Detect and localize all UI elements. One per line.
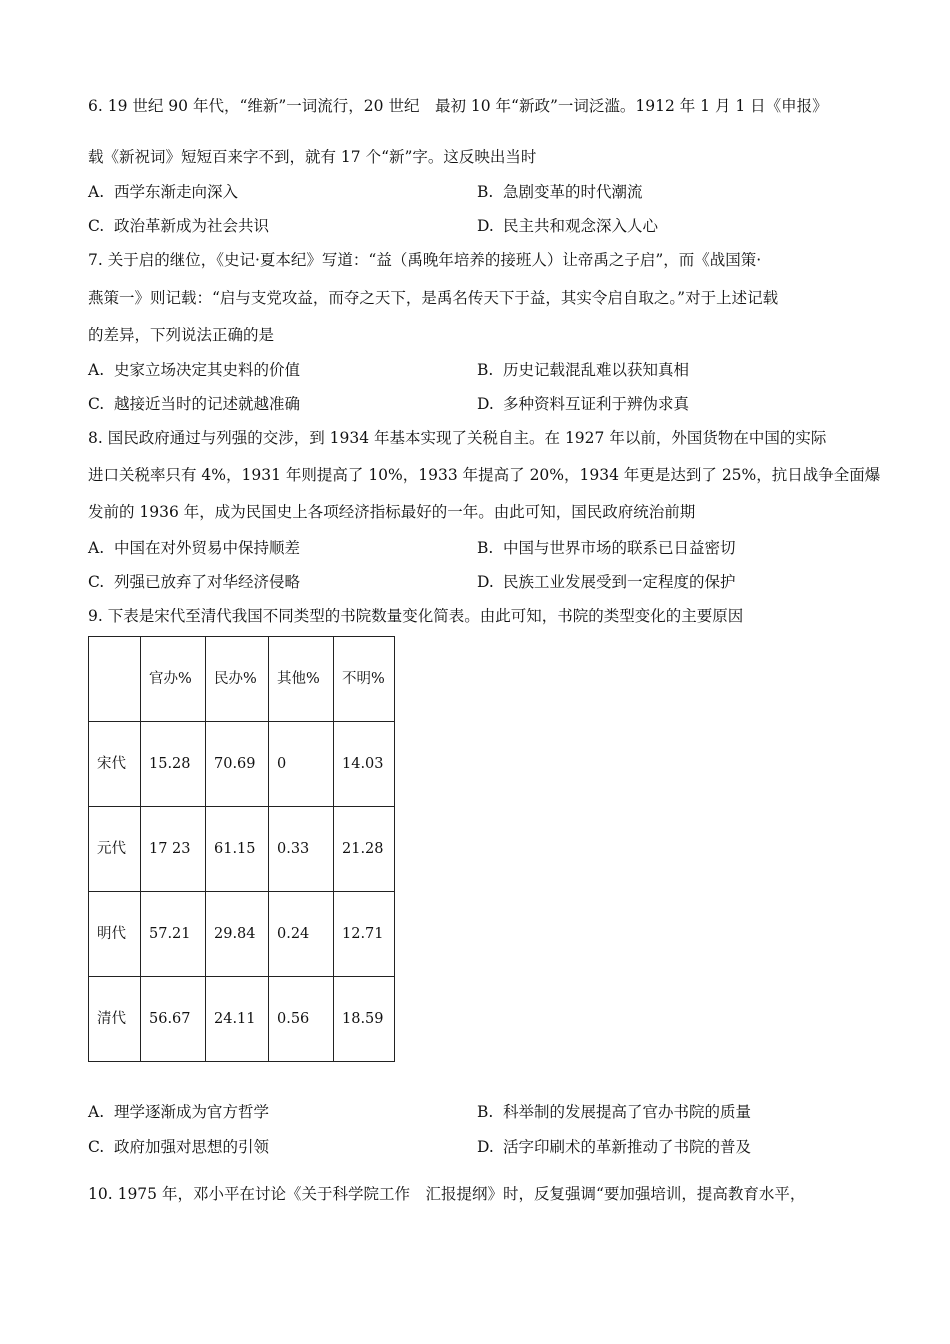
- table-cell: 0: [269, 722, 334, 807]
- table-cell: 元代: [89, 807, 141, 892]
- table-row: [89, 807, 395, 892]
- table-cell: 57.21: [141, 892, 206, 977]
- q9-option-a[interactable]: A. 理学逐渐成为官方哲学: [88, 1103, 270, 1121]
- q7-option-b[interactable]: B. 历史记载混乱难以获知真相: [477, 361, 690, 379]
- table-cell: 29.84: [206, 892, 269, 977]
- q8-stem-line2: 进口关税率只有 4%，1931 年则提高了 10%，1933 年提高了 20%，1934 年更是达到了 25%，抗日战争全面爆: [88, 466, 881, 484]
- table-header-cell: 官办%: [141, 637, 206, 722]
- table-cell: 24.11: [206, 977, 269, 1062]
- academy-type-table: [88, 636, 395, 1062]
- q6-option-c[interactable]: C. 政治革新成为社会共识: [88, 217, 270, 235]
- q9-option-c[interactable]: C. 政府加强对思想的引领: [88, 1138, 270, 1156]
- q8-option-b[interactable]: B. 中国与世界市场的联系已日益密切: [477, 539, 736, 557]
- table-cell: 61.15: [206, 807, 269, 892]
- q6-option-b[interactable]: B. 急剧变革的时代潮流: [477, 183, 643, 201]
- table-cell: 17 23: [141, 807, 206, 892]
- table-row: [89, 722, 395, 807]
- q7-stem-line3: 的差异，下列说法正确的是: [88, 326, 275, 344]
- table-cell: 14.03: [334, 722, 395, 807]
- table-cell: 0.56: [269, 977, 334, 1062]
- q6-option-d[interactable]: D. 民主共和观念深入人心: [477, 217, 659, 235]
- table-cell: 15.28: [141, 722, 206, 807]
- table-cell: 0.24: [269, 892, 334, 977]
- table-row: [89, 977, 395, 1062]
- table-cell: 21.28: [334, 807, 395, 892]
- table-header-row: [89, 637, 395, 722]
- q9-option-d[interactable]: D. 活字印刷术的革新推动了书院的普及: [477, 1138, 752, 1156]
- table-cell: 明代: [89, 892, 141, 977]
- q8-option-d[interactable]: D. 民族工业发展受到一定程度的保护: [477, 573, 736, 591]
- q7-stem-line1: 7. 关于启的继位，《史记·夏本纪》写道：“益（禹晚年培养的接班人）让帝禹之子启”，而《战国策·: [88, 251, 762, 269]
- table-header-cell: 民办%: [206, 637, 269, 722]
- table-cell: 宋代: [89, 722, 141, 807]
- table-header-cell: [89, 637, 141, 722]
- q7-option-d[interactable]: D. 多种资料互证利于辨伪求真: [477, 395, 690, 413]
- q7-option-c[interactable]: C. 越接近当时的记述就越准确: [88, 395, 301, 413]
- q10-stem-line1: 10. 1975 年，邓小平在讨论《关于科学院工作 汇报提纲》时，反复强调“要加强培训，提高教育水平，: [88, 1185, 806, 1203]
- table-cell: 70.69: [206, 722, 269, 807]
- table-header-cell: 其他%: [269, 637, 334, 722]
- table-cell: 56.67: [141, 977, 206, 1062]
- q6-stem-line1: 6. 19 世纪 90 年代，“维新”一词流行，20 世纪 最初 10 年“新政”一词泛滥。1912 年 1 月 1 日《申报》: [88, 97, 828, 115]
- q8-option-a[interactable]: A. 中国在对外贸易中保持顺差: [88, 539, 301, 557]
- table-cell: 0.33: [269, 807, 334, 892]
- q6-option-a[interactable]: A. 西学东渐走向深入: [88, 183, 239, 201]
- q7-option-a[interactable]: A. 史家立场决定其史料的价值: [88, 361, 301, 379]
- table-header-cell: 不明%: [334, 637, 395, 722]
- q8-stem-line3: 发前的 1936 年，成为民国史上各项经济指标最好的一年。由此可知，国民政府统治前期: [88, 503, 696, 521]
- q8-stem-line1: 8. 国民政府通过与列强的交涉，到 1934 年基本实现了关税自主。在 1927 年以前，外国货物在中国的实际: [88, 429, 827, 447]
- table-row: [89, 892, 395, 977]
- table-cell: 18.59: [334, 977, 395, 1062]
- table-cell: 12.71: [334, 892, 395, 977]
- q8-option-c[interactable]: C. 列强已放弃了对华经济侵略: [88, 573, 301, 591]
- q7-stem-line2: 燕策一》则记载：“启与支党攻益，而夺之天下，是禹名传天下于益，其实令启自取之。”对于上述记载: [88, 289, 779, 307]
- q9-option-b[interactable]: B. 科举制的发展提高了官办书院的质量: [477, 1103, 752, 1121]
- q6-stem-line2: 载《新祝词》短短百来字不到，就有 17 个“新”字。这反映出当时: [88, 148, 537, 166]
- q9-stem-line1: 9. 下表是宋代至清代我国不同类型的书院数量变化简表。由此可知，书院的类型变化的主要原因: [88, 607, 744, 625]
- table-cell: 清代: [89, 977, 141, 1062]
